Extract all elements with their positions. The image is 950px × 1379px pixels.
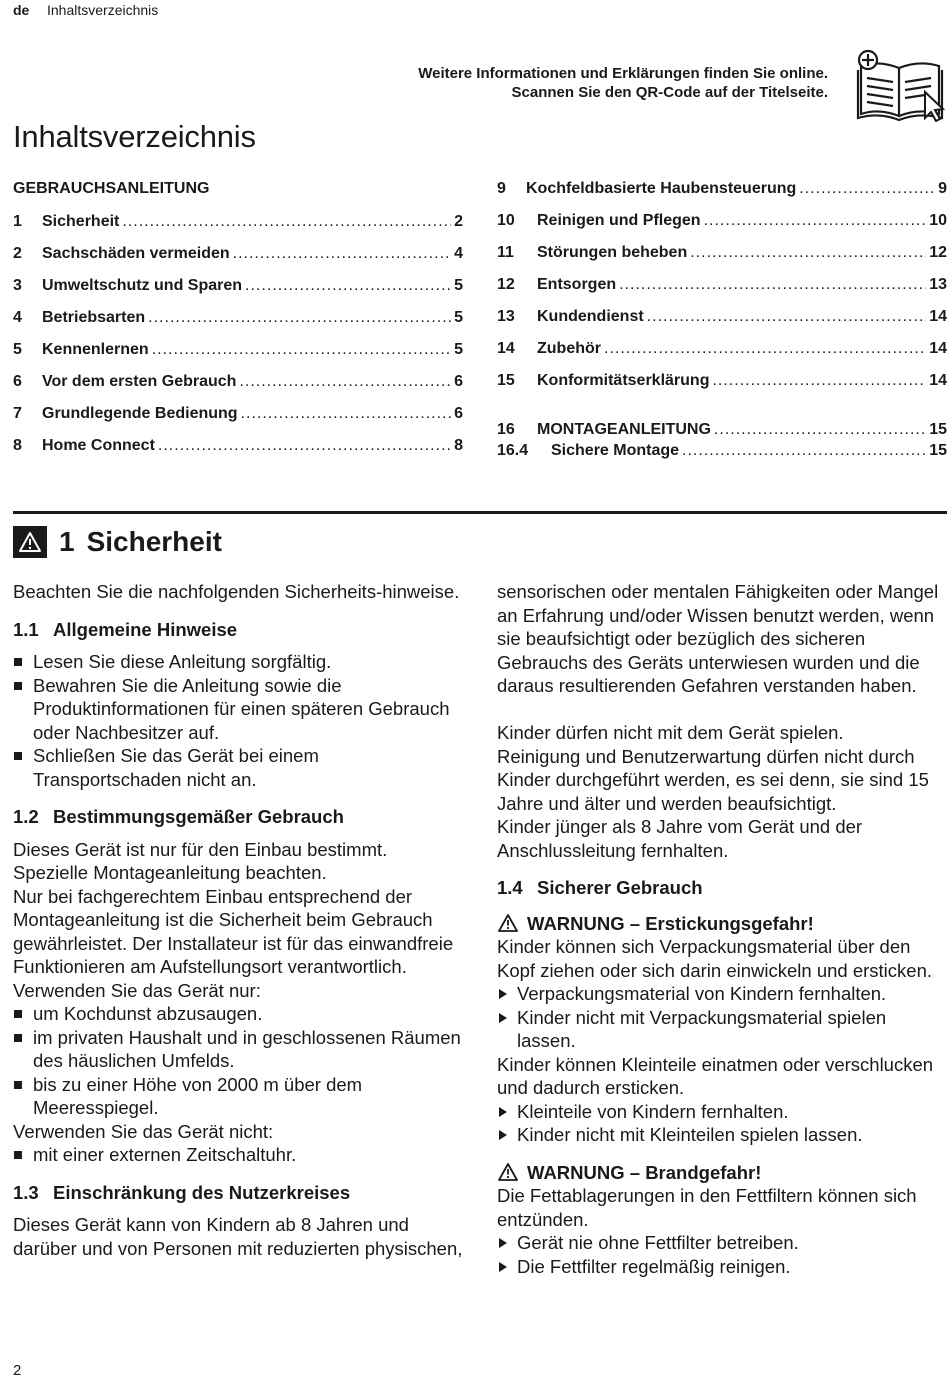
paragraph: Kinder können sich Verpackungsmaterial über den Kopf ziehen oder sich darin einwickeln und ersticken. <box>497 936 932 981</box>
list-item: Lesen Sie diese Anleitung sorgfältig. <box>13 650 463 674</box>
action-item: Kleinteile von Kindern fernhalten. <box>497 1100 947 1124</box>
action-list <box>497 1231 947 1278</box>
right-column <box>497 580 947 1278</box>
paragraph: sensorischen oder mentalen Fähigkeiten oder Mangel an Erfahrung und/oder Wissen benutzt werden, wenn sie beaufsichtigt oder bezüglich des sicheren Gebrauchs des Geräts unterwiesen wurden und die daraus resultierenden Gefahren verstanden haben. <box>497 581 939 696</box>
toc-entry-page: 15 <box>929 442 947 459</box>
toc-entry-num: 16 <box>497 421 515 438</box>
toc-entry-page: 14 <box>929 372 947 389</box>
page-number: 2 <box>13 1362 22 1379</box>
toc-section-label: GEBRAUCHSANLEITUNG <box>13 180 210 197</box>
toc-entry-text: Entsorgen <box>537 276 617 293</box>
online-info-line1: Weitere Informationen und Erklärungen finden Sie online. <box>418 65 828 82</box>
toc-entry-text: Umweltschutz und Sparen <box>42 277 243 294</box>
toc-entry-text: Zubehör <box>537 340 601 357</box>
warning-title: WARNUNG – Erstickungsgefahr! <box>527 912 814 934</box>
book-plus-cursor-icon <box>855 48 945 122</box>
toc-entry-num: 16.4 <box>497 442 529 459</box>
toc-entry-num: 14 <box>497 340 515 357</box>
action-item: Kinder nicht mit Verpackungsmaterial spielen lassen. <box>497 1006 947 1053</box>
toc-entry-page: 6 <box>454 373 463 390</box>
toc-entry[interactable] <box>13 373 463 395</box>
left-column <box>13 580 463 1260</box>
paragraph: Kinder jünger als 8 Jahre vom Gerät und der Anschlussleitung fernhalten. <box>497 816 863 861</box>
toc-entry-num: 12 <box>497 276 515 293</box>
warning-title: WARNUNG – Brandgefahr! <box>527 1161 762 1183</box>
toc-entry-page: 10 <box>929 212 947 229</box>
toc-entry-page: 14 <box>929 340 947 357</box>
toc-entry-num: 15 <box>497 372 515 389</box>
toc-entry-num: 1 <box>13 213 22 230</box>
toc-entry[interactable] <box>497 421 947 443</box>
paragraph: Die Fettablagerungen in den Fettfiltern können sich entzünden. <box>497 1185 917 1230</box>
list-item: Schließen Sie das Gerät bei einem Transportschaden nicht an. <box>13 744 463 791</box>
intro-text: Beachten Sie die nachfolgenden Sicherheits-hinweise. <box>13 581 460 602</box>
toc-entry-text: Kennenlernen <box>42 341 149 358</box>
warning-triangle-icon <box>497 913 519 933</box>
paragraph: Verwenden Sie das Gerät nur: <box>13 979 261 1001</box>
toc-entry-text: Sicherheit <box>42 213 120 230</box>
toc-entry[interactable] <box>497 442 947 464</box>
toc-entry-num: 3 <box>13 277 22 294</box>
subsection-heading <box>13 1181 463 1205</box>
toc-entry-page: 13 <box>929 276 947 293</box>
toc-entry-num: 2 <box>13 245 22 262</box>
online-info <box>308 64 828 102</box>
toc-entry-text: Störungen beheben <box>537 244 688 261</box>
bullet-list <box>13 650 463 791</box>
toc-entry-num: 10 <box>497 212 515 229</box>
toc-entry-text: Vor dem ersten Gebrauch <box>42 373 237 390</box>
toc-entry-text: Kundendienst <box>537 308 644 325</box>
toc-entry-page: 8 <box>454 437 463 454</box>
toc-entry-page: 6 <box>454 405 463 422</box>
toc-entry-text: Sachschäden vermeiden <box>42 245 230 262</box>
list-item: Bewahren Sie die Anleitung sowie die Produktinformationen für einen späteren Gebrauch oder Nachbesitzer auf. <box>13 674 463 745</box>
section-heading <box>13 524 222 560</box>
toc-entry-page: 5 <box>454 341 463 358</box>
toc-entry-text: Kochfeldbasierte Haubensteuerung <box>526 180 797 197</box>
toc-entry-text: Reinigen und Pflegen <box>537 212 701 229</box>
toc-entry-page: 2 <box>454 213 463 230</box>
language-code: de <box>13 2 30 18</box>
subsection-heading <box>497 876 947 900</box>
toc-entry-page: 9 <box>938 180 947 197</box>
toc-entry[interactable] <box>13 405 463 427</box>
toc-entry[interactable] <box>497 308 947 330</box>
toc-entry[interactable] <box>497 212 947 234</box>
paragraph: Reinigung und Benutzerwartung dürfen nicht durch Kinder durchgeführt werden, es sei denn, sie sind 15 Jahre und älter und werden beaufsichtigt. <box>497 745 929 814</box>
toc-entry-num: 6 <box>13 373 22 390</box>
action-item: Gerät nie ohne Fettfilter betreiben. <box>497 1231 947 1255</box>
bullet-list <box>13 1002 463 1120</box>
action-list <box>497 982 947 1053</box>
toc-entry-text: Sichere Montage <box>551 442 680 459</box>
running-header-title: Inhaltsverzeichnis <box>47 2 159 18</box>
action-list <box>497 1100 947 1147</box>
subsection-title: Allgemeine Hinweise <box>53 618 238 640</box>
toc-entry-num: 13 <box>497 308 515 325</box>
toc-entry-num: 5 <box>13 341 22 358</box>
paragraph: Dieses Gerät ist nur für den Einbau bestimmt. Spezielle Montageanleitung beachten. <box>13 838 388 883</box>
subsection-number: 1.4 <box>497 877 523 898</box>
toc-entry-text: Home Connect <box>42 437 155 454</box>
warning-heading <box>497 912 947 936</box>
section-title: Sicherheit <box>86 526 222 557</box>
toc-entry[interactable] <box>13 341 463 363</box>
toc-entry[interactable] <box>13 309 463 331</box>
subsection-title: Einschränkung des Nutzerkreises <box>53 1181 351 1203</box>
paragraph: Kinder dürfen nicht mit dem Gerät spielen. <box>497 722 844 743</box>
toc-entry[interactable] <box>497 180 947 202</box>
warning-triangle-icon <box>497 1162 519 1182</box>
list-item: bis zu einer Höhe von 2000 m über dem Meeresspiegel. <box>13 1073 463 1120</box>
toc-entry-page: 12 <box>929 244 947 261</box>
toc-entry[interactable] <box>497 244 947 266</box>
toc-heading: Inhaltsverzeichnis <box>13 119 256 154</box>
toc-entry-page: 15 <box>929 421 947 438</box>
toc-entry[interactable] <box>497 276 947 298</box>
action-item: Kinder nicht mit Kleinteilen spielen lassen. <box>497 1123 947 1147</box>
toc-entry-page: 5 <box>454 309 463 326</box>
toc-entry-text: MONTAGEANLEITUNG <box>537 421 711 438</box>
toc-entry[interactable] <box>13 437 463 459</box>
subsection-heading <box>13 805 463 829</box>
toc-entry[interactable] <box>13 277 463 299</box>
subsection-title: Bestimmungsgemäßer Gebrauch <box>53 806 344 827</box>
toc-entry[interactable] <box>13 213 463 235</box>
action-item: Die Fettfilter regelmäßig reinigen. <box>497 1255 947 1279</box>
toc-entry-page: 14 <box>929 308 947 325</box>
paragraph-continuation <box>497 580 947 721</box>
toc-entry-num: 11 <box>497 244 514 261</box>
toc-entry-num: 9 <box>497 180 506 197</box>
section-number: 1 <box>59 526 75 557</box>
list-item: um Kochdunst abzusaugen. <box>13 1002 463 1026</box>
subsection-number: 1.3 <box>13 1181 39 1203</box>
toc-entry-text: Grundlegende Bedienung <box>42 405 238 422</box>
list-item: mit einer externen Zeitschaltuhr. <box>13 1143 463 1167</box>
toc-entry-page: 4 <box>454 245 463 262</box>
paragraph-start: Dieses Gerät kann von Kindern ab 8 Jahren und darüber und von Personen mit reduzierten physischen, <box>13 1214 463 1259</box>
paragraph: Nur bei fachgerechtem Einbau entsprechend der Montageanleitung ist die Sicherheit beim Gebrauch gewährleistet. Der Installateur ist für das einwandfreie Funktionieren am Aufstellungsort verantwortlich. <box>13 885 454 977</box>
section-divider <box>13 511 947 514</box>
list-item: im privaten Haushalt und in geschlossenen Räumen des häuslichen Umfelds. <box>13 1026 463 1073</box>
subsection-number: 1.1 <box>13 618 39 640</box>
subsection-heading <box>13 618 463 642</box>
toc-entry[interactable] <box>497 340 947 362</box>
toc-entry-num: 8 <box>13 437 22 454</box>
toc-entry[interactable] <box>497 372 947 394</box>
toc-entry-num: 4 <box>13 309 22 326</box>
toc-entry-page: 5 <box>454 277 463 294</box>
paragraph: Kinder können Kleinteile einatmen oder verschlucken und dadurch ersticken. <box>497 1053 934 1098</box>
subsection-number: 1.2 <box>13 806 39 827</box>
action-item: Verpackungsmaterial von Kindern fernhalten. <box>497 982 947 1006</box>
toc-entry[interactable] <box>13 245 463 267</box>
warning-heading <box>497 1161 947 1185</box>
toc-entry-text: Konformitätserklärung <box>537 372 710 389</box>
toc-entry-num: 7 <box>13 405 22 422</box>
bullet-list <box>13 1143 463 1167</box>
warning-triangle-icon <box>13 526 47 558</box>
paragraph: Verwenden Sie das Gerät nicht: <box>13 1120 274 1142</box>
subsection-title: Sicherer Gebrauch <box>537 877 703 898</box>
online-info-line2: Scannen Sie den QR-Code auf der Titelseite. <box>511 84 828 101</box>
toc-entry-text: Betriebsarten <box>42 309 146 326</box>
